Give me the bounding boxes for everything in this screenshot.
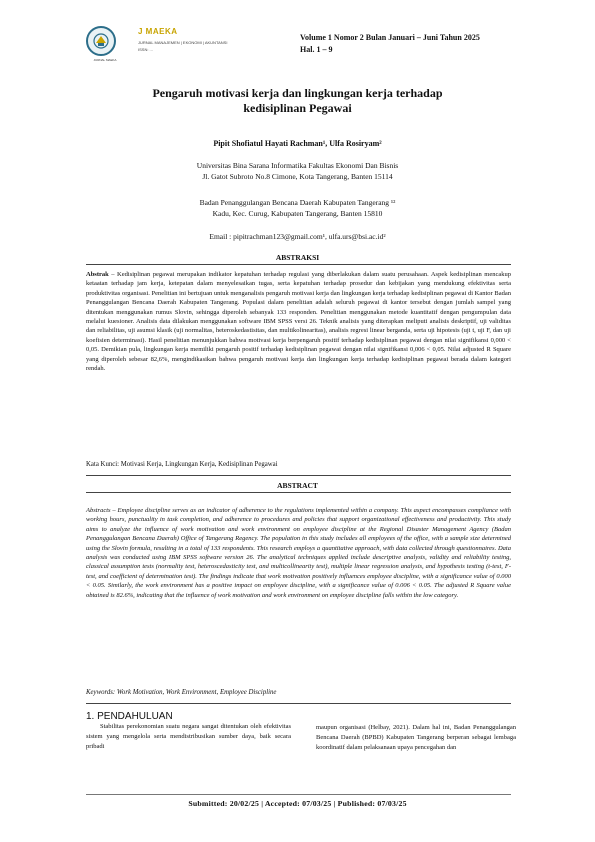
logo-emblem-icon	[92, 32, 110, 50]
kata-kunci-rule	[86, 475, 511, 476]
submission-dates-footer: Submitted: 20/02/25 | Accepted: 07/03/25 | Published: 07/03/25	[188, 799, 407, 808]
affiliation-1	[60, 160, 535, 182]
affiliation-1-line-1: Universitas Bina Sarana Informatika Fakultas Ekonomi Dan Bisnis	[196, 161, 399, 170]
section-1-right-column	[316, 723, 516, 752]
title-line-2: kedisiplinan Pegawai	[243, 101, 352, 115]
author-list: Pipit Shofiatul Hayati Rachman¹, Ulfa Rosiryam²	[213, 139, 382, 148]
abstract-heading: ABSTRACT	[277, 481, 318, 490]
journal-name: J MAEKA	[138, 27, 178, 36]
section-1-heading: 1. PENDAHULUAN	[86, 711, 173, 722]
paper-title	[110, 86, 485, 116]
keywords-rule	[86, 703, 511, 704]
email-label: Email :	[209, 232, 232, 241]
section-1-left-column	[86, 711, 291, 751]
title-line-1: Pengaruh motivasi kerja dan lingkungan kerja terhadap	[152, 86, 443, 100]
abstrak-heading: ABSTRAKSI	[275, 253, 320, 262]
affiliation-2	[60, 197, 535, 219]
email-addresses[interactable]: pipitrachman123@gmail.com¹, ulfa.urs@bsi.ac.id²	[233, 232, 386, 241]
section-1-right-text: maupun organisasi (Helbay, 2021). Dalam hal ini, Badan Penanggulangan Bencana Daerah (BPBD) Kabupaten Tangerang berperan sebagai lembaga koordinatif dalam pelaksanaan upaya pencegahan dan	[316, 724, 516, 751]
kata-kunci: Kata Kunci: Motivasi Kerja, Lingkungan Kerja, Kedisiplinan Pegawai	[86, 461, 278, 468]
journal-logo-block	[86, 26, 256, 72]
volume-info	[300, 32, 480, 56]
affiliation-2-line-2: Kadu, Kec. Curug, Kabupaten Tangerang, Banten 15810	[212, 209, 383, 218]
abstrak-body: – Kedisiplinan pegawai merupakan indikator kepatuhan terhadap regulasi yang diberlakukan dalam suatu perusahaan. Aspek kedisiplinan mencakup ketaatan terhadap jam kerja, ketepatan dalam menyelesaikan tugas, serta kepatuhan terhadap prosedur dan kebijakan yang mendukung efektivitas serta produktivitas organisasi. Penelitian ini bertujuan untuk menganalisis pengaruh motivasi kerja dan lingkungan kerja terhadap kedisiplinan pegawai di Kantor Badan Penanggulangan Bencana Daerah Kabupaten Tangerang. Populasi dalam penelitian adalah seluruh pegawai di kantor tersebut dengan jumlah sampel yang ditentukan menggunakan rumus Slovin, sehingga diperoleh sebanyak 133 responden. Penelitian menggunakan metode kuantitatif dengan pengumpulan data melalui kuesioner. Analisis data dilakukan menggunakan software IBM SPSS versi 26. Teknik analisis yang diterapkan meliputi analisis deskriptif, uji validitas dan reliabilitas, uji asumsi klasik (uji normalitas, heteroskedastisitas, dan multikolinearitas), analisis regresi linear berganda, serta uji hipotesis (uji t, uji F, dan uji koefisien determinasi). Hasil penelitian menunjukkan bahwa motivasi kerja berpengaruh positif terhadap kedisiplinan pegawai dengan nilai signifikansi 0,000 < 0,05. Demikian pula, lingkungan kerja memiliki pengaruh positif terhadap kedisiplinan pegawai dengan nilai signifikansi 0,006 < 0,05. Nilai adjusted R Square yang diperoleh sebesar 82,6%, mengindikasikan bahwa pengaruh motivasi kerja dan lingkungan kerja terhadap kedisiplinan pegawai berada dalam kategori rendah.	[86, 271, 511, 373]
abstract-paragraph: Abstracts – Employee discipline serves as an indicator of adherence to the regulations implemented within a company. This aspect encompasses compliance with working hours, punctuality in task completion, and adherence to procedures and policies that support organizational effectiveness and productivity. This study aims to analyze the influence of work motivation and work environment on employee discipline at the Regional Disaster Management Agency (Badan Penanggulangan Bencana Daerah) Office of Tangerang Regency. The population in this study includes all employees of the office, with a sample size determined using the Slovin formula, resulting in a total of 133 respondents. This research employs a quantitative approach, with data collected through questionnaires. Data analysis was conducted using IBM SPSS software version 26. The analytical techniques applied include descriptive analysis, validity and reliability testing, classical assumption tests (normality test, heteroscedasticity test, and multicollinearity test), multiple linear regression analysis, and hypothesis testing (t-test, F-test, and coefficient of determination test). The findings indicate that work motivation positively influences employee discipline, with a significance value of 0.000 < 0.05. Similarly, the work environment has a positive impact on employee discipline, with a significance value of 0.006 < 0.05. The adjusted R Square value obtained is 82.6%, indicating that the influence of work motivation and work environment on employee discipline falls within the low category.	[86, 507, 511, 599]
affiliation-2-line-1: Badan Penanggulangan Bencana Daerah Kabupaten Tangerang ¹²	[199, 198, 396, 207]
affiliation-1-line-2: Jl. Gatot Subroto No.8 Cimone, Kota Tangerang, Banten 15114	[202, 172, 393, 181]
logo-caption: JURNAL MAEKA	[93, 58, 117, 62]
abstrak-paragraph	[86, 270, 511, 373]
journal-logo	[86, 26, 116, 56]
journal-issn: ISSN: ...	[138, 47, 153, 52]
abstrak-top-rule	[86, 264, 511, 265]
footer-rule	[86, 794, 511, 795]
volume-line: Volume 1 Nomor 2 Bulan Januari – Juni Tahun 2025	[300, 33, 480, 42]
abstract-top-rule	[86, 492, 511, 493]
abstrak-lead: Abstrak	[86, 271, 109, 278]
journal-subtitle: JURNAL MANAJEMEN | EKONOMI | AKUNTANSI	[138, 40, 228, 45]
section-1-left-text: Stabilitas perekonomian suatu negara sangat ditentukan oleh efektivitas sistem yang mengelola serta mendistribusikan sumber daya, baik secara pribadi	[86, 723, 291, 750]
pages-line: Hal. 1 – 9	[300, 45, 333, 54]
keywords: Keywords: Work Motivation, Work Environment, Employee Discipline	[86, 689, 277, 696]
email-line	[60, 232, 535, 241]
